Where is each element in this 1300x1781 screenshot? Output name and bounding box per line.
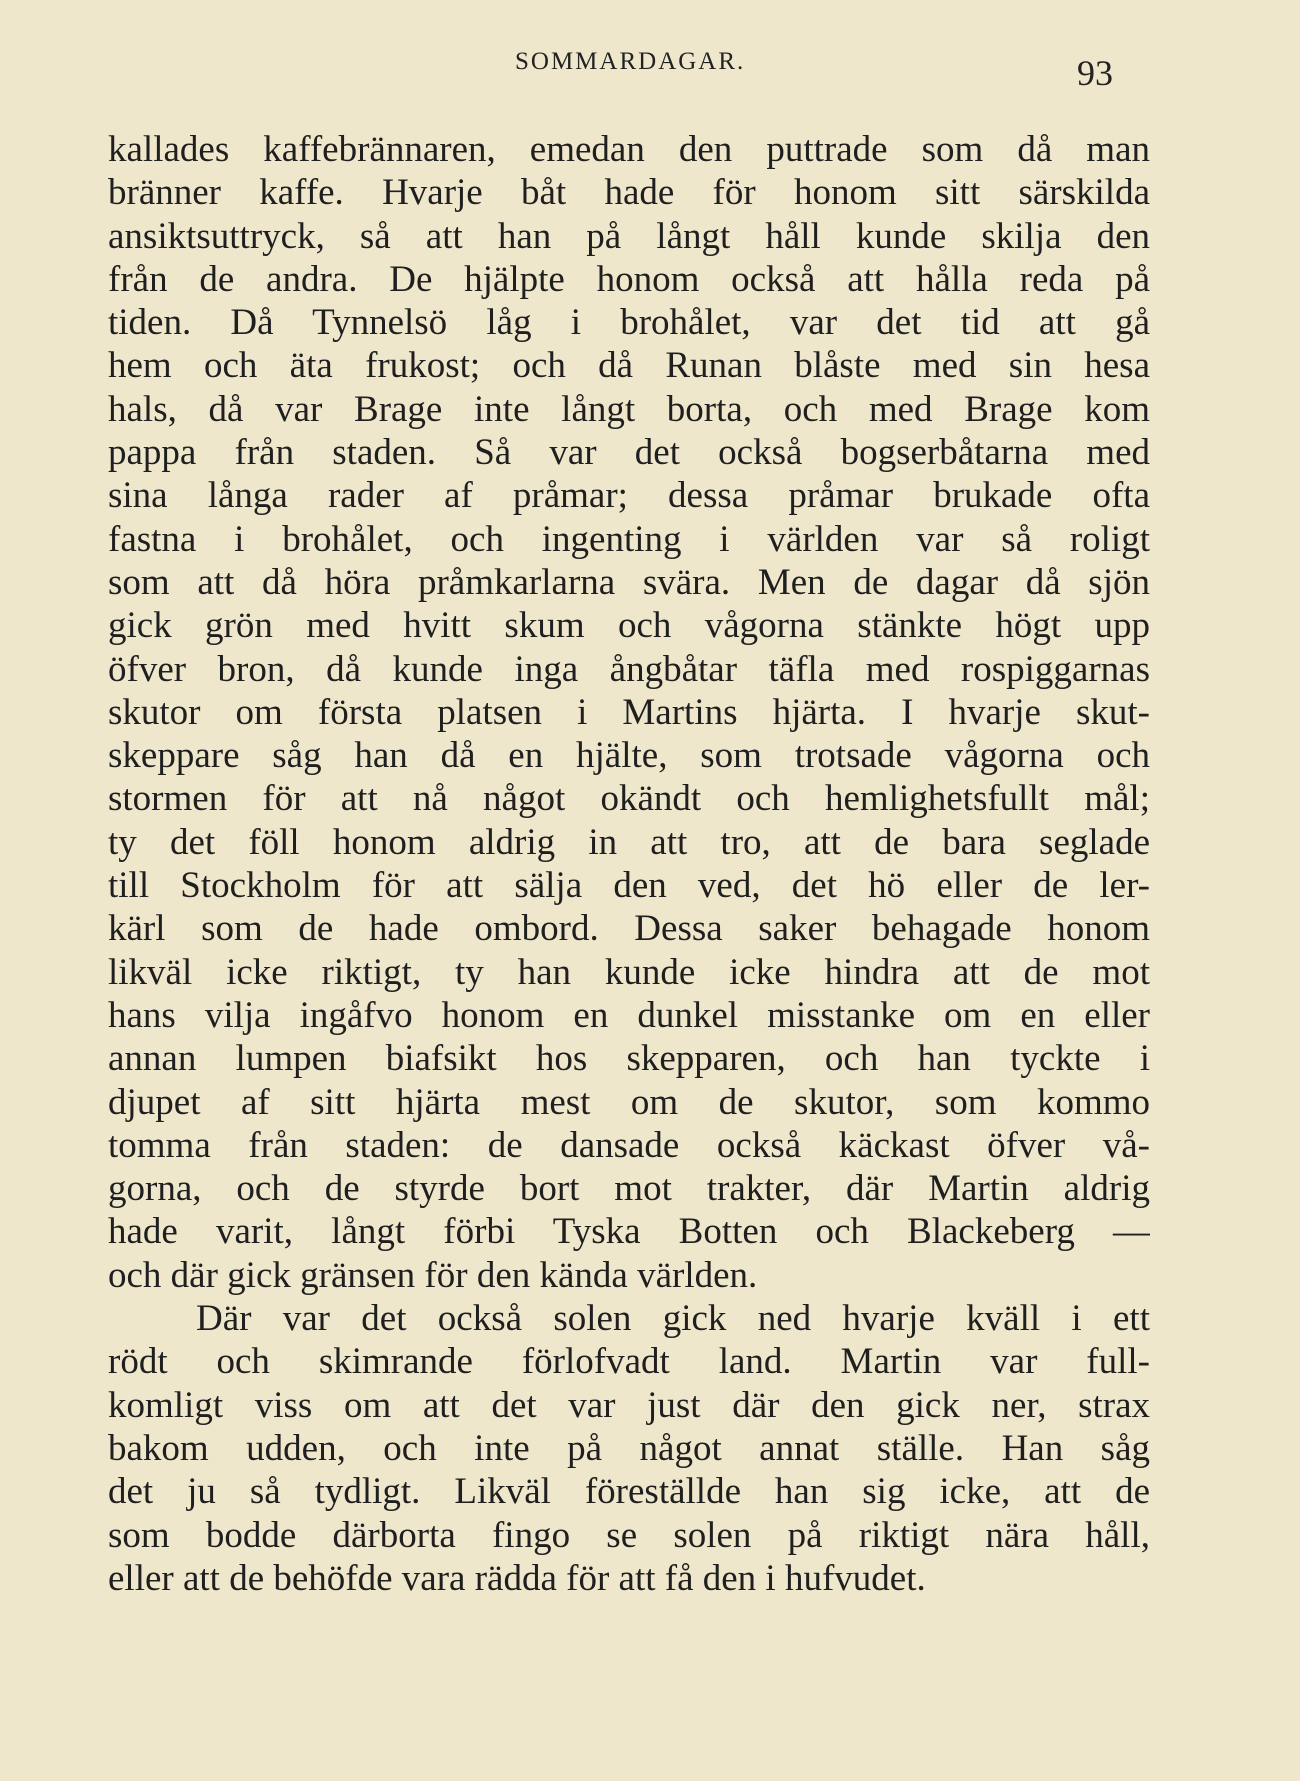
- text-line: sina långa rader af pråmar; dessa pråmar brukade ofta: [108, 475, 1150, 517]
- text-line: bakom udden, och inte på något annat ställe. Han såg: [108, 1427, 1150, 1469]
- text-line: eller att de behöfde vara rädda för att få den i hufvudet.: [108, 1557, 926, 1599]
- page-number: 93: [1077, 53, 1113, 93]
- text-line: gick grön med hvitt skum och vågorna stänkte högt upp: [108, 605, 1150, 647]
- text-line: öfver bron, då kunde inga ångbåtar täfla med rospiggarnas: [108, 648, 1150, 690]
- text-line: hem och äta frukost; och då Runan blåste med sin hesa: [108, 345, 1150, 387]
- text-line: tomma från staden: de dansade också käckast öfver vå-: [108, 1124, 1150, 1166]
- text-line: rödt och skimrande förlofvadt land. Martin var full-: [108, 1341, 1150, 1383]
- text-line: pappa från staden. Så var det också bogserbåtarna med: [108, 432, 1150, 474]
- body-text: [108, 128, 1150, 1600]
- text-line: komligt viss om att det var just där den gick ner, strax: [108, 1384, 1150, 1426]
- text-line: det ju så tydligt. Likväl föreställde han sig icke, att de: [108, 1471, 1150, 1513]
- text-line: likväl icke riktigt, ty han kunde icke hindra att de mot: [108, 951, 1150, 993]
- text-line: till Stockholm för att sälja den ved, det hö eller de ler-: [108, 865, 1150, 907]
- text-line: skeppare såg han då en hjälte, som trotsade vågorna och: [108, 735, 1150, 777]
- text-line: som att då höra pråmkarlarna svära. Men de dagar då sjön: [108, 561, 1150, 603]
- paragraph: [108, 1297, 1150, 1600]
- text-line: djupet af sitt hjärta mest om de skutor, som kommo: [108, 1081, 1150, 1123]
- text-line: annan lumpen biafsikt hos skepparen, och han tyckte i: [108, 1038, 1150, 1080]
- running-title: SOMMARDAGAR.: [515, 48, 746, 75]
- text-line: kallades kaffebrännaren, emedan den puttrade som då man: [108, 129, 1150, 170]
- text-line: bränner kaffe. Hvarje båt hade för honom sitt särskilda: [108, 172, 1150, 214]
- text-line: skutor om första platsen i Martins hjärta. I hvarje skut-: [108, 691, 1150, 733]
- text-line: och där gick gränsen för den kända världen.: [108, 1254, 758, 1296]
- text-line: från de andra. De hjälpte honom också att hålla reda på: [108, 258, 1150, 300]
- text-line: hans vilja ingåfvo honom en dunkel misstanke om en eller: [108, 994, 1150, 1036]
- text-line: ty det föll honom aldrig in att tro, att de bara seglade: [108, 821, 1150, 863]
- text-line: tiden. Då Tynnelsö låg i brohålet, var det tid att gå: [108, 302, 1150, 344]
- text-line: hade varit, långt förbi Tyska Botten och Blackeberg —: [108, 1211, 1150, 1253]
- text-line: ansiktsuttryck, så att han på långt håll kunde skilja den: [108, 215, 1150, 257]
- paragraph: [108, 128, 1150, 1297]
- text-line: hals, då var Brage inte långt borta, och med Brage kom: [108, 388, 1150, 430]
- text-line: Där var det också solen gick ned hvarje kväll i ett: [196, 1298, 1150, 1340]
- paragraphs: [108, 128, 1150, 1600]
- text-line: fastna i brohålet, och ingenting i världen var så roligt: [108, 518, 1150, 560]
- text-line: gorna, och de styrde bort mot trakter, där Martin aldrig: [108, 1168, 1150, 1210]
- text-line: stormen för att nå något okändt och hemlighetsfullt mål;: [108, 778, 1150, 820]
- text-line: kärl som de hade ombord. Dessa saker behagade honom: [108, 908, 1150, 950]
- text-line: som bodde därborta fingo se solen på riktigt nära håll,: [108, 1514, 1150, 1556]
